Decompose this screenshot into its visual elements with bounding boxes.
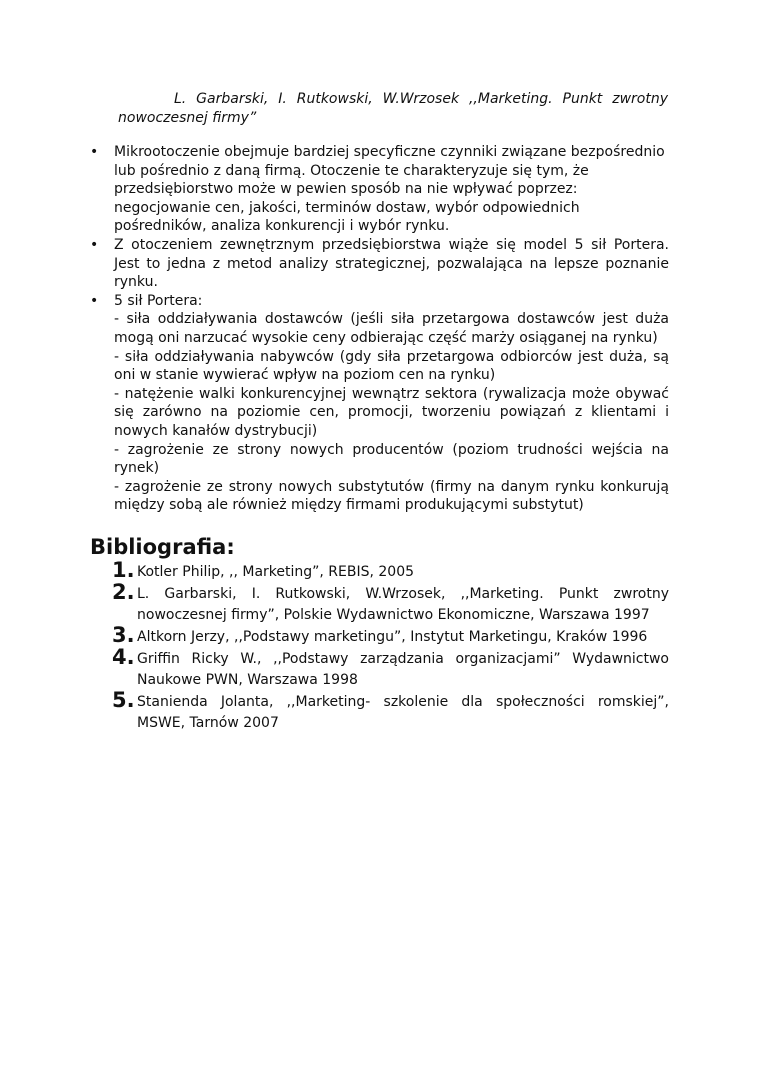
- porter-heading: 5 sił Portera:: [114, 292, 203, 309]
- porter-force-new-entrants: - zagrożenie ze strony nowych producentów (poziom trudności wejścia na rynek): [114, 441, 669, 477]
- bibliography-title: Bibliografia:: [90, 535, 235, 559]
- bibliography-item: [112, 688, 669, 734]
- bibliography-text: Griffin Ricky W., ,,Podstawy zarządzania organizacjami” Wydawnictwo Naukowe PWN, Warszawa 1998: [137, 651, 669, 688]
- bibliography-list: [112, 558, 669, 735]
- bullet-item-microenvironment: [90, 143, 669, 236]
- bullet-text: Mikrootoczenie obejmuje bardziej specyficzne czynniki związane bezpośrednio lub pośrednio z daną firmą. Otoczenie te charakteryzuje się tym, że przedsiębiorstwo może w pewien sposób na nie wpływać poprzez: negocjowanie cen, jakości, terminów dostaw, wybór odpowiednich pośredników, analiza konkurencji i wybór rynku.: [114, 144, 665, 235]
- bullet-icon: •: [90, 144, 99, 160]
- bibliography-number: 5.: [112, 688, 135, 712]
- bibliography-item: [112, 580, 669, 626]
- bullet-text: Z otoczeniem zewnętrznym przedsiębiorstwa wiąże się model 5 sił Portera. Jest to jedna z metod analizy strategicznej, pozwalająca na lepsze poznanie rynku.: [114, 236, 669, 291]
- bullet-icon: •: [90, 236, 99, 253]
- porter-force-suppliers: - siła oddziaływania dostawców (jeśli siła przetargowa dostawców jest duża mogą oni narzucać wysokie ceny odbierając część marży osiąganej na rynku): [114, 311, 669, 346]
- bibliography-number: 4.: [112, 645, 135, 669]
- bibliography-item: [112, 645, 669, 691]
- bibliography-number: 1.: [112, 558, 135, 582]
- bibliography-text: Stanienda Jolanta, ,,Marketing- szkolenie dla społeczności romskiej”, MSWE, Tarnów 2007: [137, 694, 669, 731]
- bibliography-text: Kotler Philip, ,, Marketing”, REBIS, 2005: [137, 564, 415, 580]
- bullet-item-porter-model: [90, 236, 669, 292]
- bullet-list: [90, 143, 669, 515]
- bibliography-item: [112, 623, 669, 648]
- porter-force-rivalry: - natężenie walki konkurencyjnej wewnątrz sektora (rywalizacja może obywać się zarówno na poziomie cen, promocji, tworzeniu powiązań z klientami i nowych kanałów dystrybucji): [114, 385, 669, 439]
- porter-force-buyers: - siła oddziaływania nabywców (gdy siła przetargowa odbiorców jest duża, są oni w stanie wywierać wpływ na poziom cen na rynku): [114, 348, 669, 384]
- bibliography-item: [112, 558, 669, 583]
- citation-text: L. Garbarski, I. Rutkowski, W.Wrzosek ,,Marketing. Punkt zwrotny nowoczesnej firmy”: [118, 91, 668, 126]
- bibliography-number: 3.: [112, 623, 135, 647]
- bibliography-text: Altkorn Jerzy, ,,Podstawy marketingu”, Instytut Marketingu, Kraków 1996: [137, 629, 648, 645]
- citation-line: [118, 90, 668, 128]
- bibliography-text: L. Garbarski, I. Rutkowski, W.Wrzosek, ,,Marketing. Punkt zwrotny nowoczesnej firmy”, Polskie Wydawnictwo Ekonomiczne, Warszawa 1997: [137, 586, 669, 623]
- bullet-item-porter-forces: [90, 292, 669, 515]
- porter-force-substitutes: - zagrożenie ze strony nowych substytutów (firmy na danym rynku konkurują między sobą ale również między firmami produkującymi substytut): [114, 478, 669, 514]
- bibliography-number: 2.: [112, 580, 135, 604]
- bullet-icon: •: [90, 292, 99, 309]
